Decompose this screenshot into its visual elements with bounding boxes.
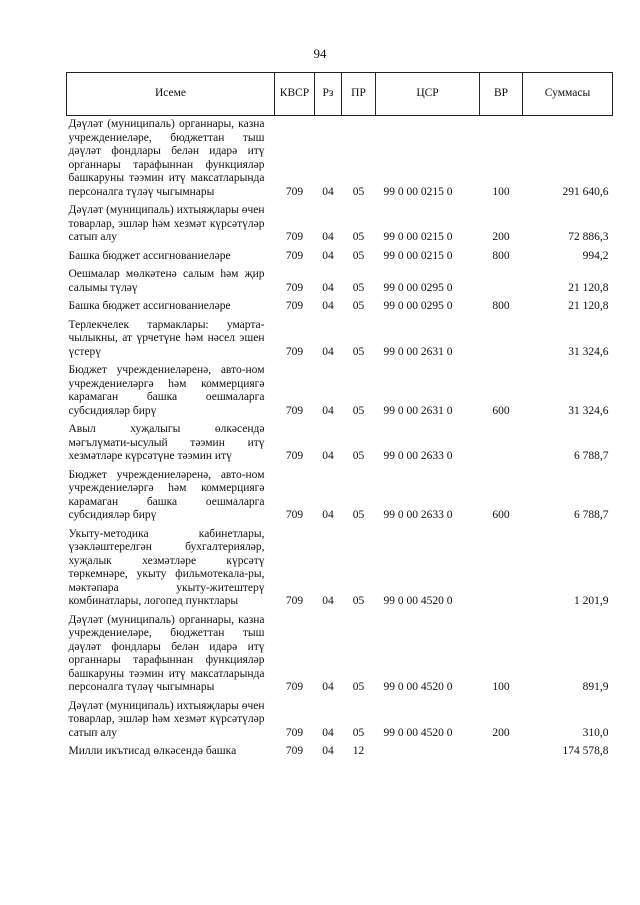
cell-sum: 21 120,8 [568,300,609,312]
cell-name [67,298,275,317]
cell-name [67,362,275,421]
cell-name [67,202,275,248]
cell-csr: 99 0 00 4520 0 [383,681,453,693]
cell-rz: 04 [322,726,334,739]
table-row [67,298,613,317]
cell-pr: 05 [352,345,365,358]
table-row [67,266,613,298]
cell-name [67,698,275,744]
table-row [67,467,613,526]
cell-pr: 05 [352,185,365,198]
cell-pr: 05 [352,726,365,739]
cell-pr: 05 [352,281,365,294]
table-row [67,362,613,421]
cell-kvsr: 709 [285,300,304,312]
cell-vr: 200 [492,231,510,243]
row-name-text: Оешмалар мөлкәтенә салым һәм җир салымы түләү [68,268,265,294]
cell-sum: 6 788,7 [574,509,609,521]
cell-sum: 310,0 [582,726,609,739]
cell-csr: 99 0 00 4520 0 [383,726,453,739]
cell-kvsr: 709 [285,595,304,607]
table-row [67,421,613,467]
cell-kvsr: 709 [285,681,304,693]
cell-kvsr: 709 [285,231,304,243]
row-name-text: Бюджет учреждениеләренә, авто-ном учреждениеләргә һәм коммерциягә карамаган башка оешмаларга субсидияләр бирү [68,364,265,417]
table-row [67,698,613,744]
cell-sum: 994,2 [582,249,609,262]
cell-pr: 05 [352,404,365,417]
cell-csr: 99 0 00 2633 0 [383,450,453,462]
cell-kvsr: 709 [285,450,304,462]
row-name-text: Укыту-методика кабинетлары, үзәкләштерелгән бухгалтерияләр, хуҗалык хезмәтләре күрсәтү төркемнәре, укыту фильмотекала-ры, мәктәпара укыту-житештерү комбинатлары, логопед пунктлары [68,527,265,607]
header-csr: ЦСР [376,73,480,116]
table-row [67,317,613,363]
cell-vr [480,743,523,762]
cell-rz: 04 [322,231,334,243]
header-row [67,73,613,116]
cell-sum: 31 324,6 [568,404,609,417]
table-row [67,743,613,762]
cell-vr: 600 [492,404,510,417]
cell-csr [376,743,480,762]
cell-sum: 21 120,8 [568,281,609,294]
row-name-text: Дәүләт (муниципаль) органнары, казна учреждениеләре, бюджеттан тыш дәүләт фондлары белән идарә итү органнары тарафыннан функцияләр башкаруны тәэмин итү максатларында персоналга түләү чыгымнары [68,613,265,693]
table-header [67,73,613,116]
cell-csr: 99 0 00 2631 0 [383,404,453,417]
cell-vr: 100 [492,681,510,693]
cell-kvsr: 709 [285,745,304,757]
cell-sum: 891,9 [582,681,609,693]
cell-csr: 99 0 00 2633 0 [383,509,453,521]
cell-csr: 99 0 00 0215 0 [383,185,453,198]
cell-vr: 200 [492,726,510,739]
cell-csr: 99 0 00 4520 0 [383,595,453,607]
table-row [67,202,613,248]
cell-rz: 04 [322,745,334,757]
table-row [67,526,613,612]
page-number: 94 [313,46,327,61]
row-name-text: Милли икътисад өлкәсендә башка [68,745,237,757]
cell-rz: 04 [322,345,334,358]
cell-vr: 800 [492,249,510,262]
cell-pr: 05 [352,249,365,262]
cell-sum: 6 788,7 [574,450,609,462]
cell-vr: 800 [492,300,510,312]
cell-name [67,248,275,267]
header-pr: ПР [342,73,376,116]
cell-rz: 04 [322,450,334,462]
cell-rz: 04 [322,509,334,521]
cell-name [67,266,275,298]
cell-sum: 1 201,9 [574,595,609,607]
cell-pr: 05 [352,509,365,521]
cell-kvsr: 709 [285,509,304,521]
cell-csr: 99 0 00 0215 0 [383,231,453,243]
cell-csr: 99 0 00 0295 0 [383,300,453,312]
row-name-text: Дәүләт (муниципаль) ихтыяҗлары өчен товарлар, эшләр һәм хезмәт күрсәтүләр сатып алу [68,204,265,243]
cell-name [67,116,275,203]
cell-rz: 04 [322,300,334,312]
cell-kvsr: 709 [285,185,304,198]
cell-pr: 05 [352,681,365,693]
header-rz: Рз [315,73,342,116]
table-row [67,248,613,267]
cell-name [67,743,275,762]
cell-name [67,526,275,612]
cell-csr: 99 0 00 2631 0 [383,345,453,358]
cell-pr: 05 [352,595,365,607]
cell-csr: 99 0 00 0295 0 [383,281,453,294]
cell-pr: 05 [352,300,365,312]
cell-rz: 04 [322,595,334,607]
cell-sum: 31 324,6 [568,345,609,358]
cell-vr: 600 [492,509,510,521]
row-name-text: Терлекчелек тармаклары: умарта-чылыкны, ат үрчетүне һәм нәсел эшен үстерү [68,318,265,358]
cell-rz: 04 [322,281,334,294]
cell-name [67,612,275,698]
budget-table [66,72,613,762]
row-name-text: Башка бюджет ассигнованиеләре [68,300,231,312]
cell-vr [480,526,523,612]
cell-vr [480,421,523,467]
cell-vr [480,317,523,363]
cell-name [67,421,275,467]
cell-rz: 04 [322,185,334,198]
table-row [67,612,613,698]
row-name-text: Бюджет учреждениеләренә, авто-ном учреждениеләргә һәм коммерциягә карамаган башка оешмаларга субсидияләр бирү [68,468,265,521]
cell-sum: 72 886,3 [568,231,609,243]
table-body [67,116,613,762]
header-vr: ВР [480,73,523,116]
cell-sum: 174 578,8 [562,745,609,757]
cell-pr: 05 [352,450,365,462]
cell-pr: 05 [352,231,365,243]
row-name-text: Дәүләт (муниципаль) органнары, казна учреждениеләре, бюджеттан тыш дәүләт фондлары белән идарә итү органнары тарафыннан функцияләр башкаруны тәэмин итү максатларында персоналга түләү чыгымнары [68,118,265,198]
row-name-text: Башка бюджет ассигнованиеләре [68,249,231,262]
cell-kvsr: 709 [285,726,304,739]
cell-kvsr: 709 [285,345,304,358]
cell-name [67,467,275,526]
cell-kvsr: 709 [285,281,304,294]
cell-pr: 12 [352,745,365,757]
cell-vr [480,266,523,298]
table-row [67,116,613,203]
cell-sum: 291 640,6 [562,185,609,198]
cell-rz: 04 [322,681,334,693]
cell-name [67,317,275,363]
row-name-text: Дәүләт (муниципаль) ихтыяҗлары өчен товарлар, эшләр һәм хезмәт күрсәтүләр сатып алу [68,699,265,739]
cell-kvsr: 709 [285,249,304,262]
cell-csr: 99 0 00 0215 0 [383,249,453,262]
cell-vr: 100 [492,185,510,198]
header-sum: Суммасы [523,73,613,116]
cell-kvsr: 709 [285,404,304,417]
row-name-text: Авыл хуҗалыгы өлкәсендә мәгълүмати-ысулый тәэмин итү хезмәтләре күрсәтүне тәэмин итү [68,423,265,462]
header-kvsr: КВСР [275,73,315,116]
header-name: Исеме [67,73,275,116]
cell-rz: 04 [322,404,334,417]
cell-rz: 04 [322,249,334,262]
